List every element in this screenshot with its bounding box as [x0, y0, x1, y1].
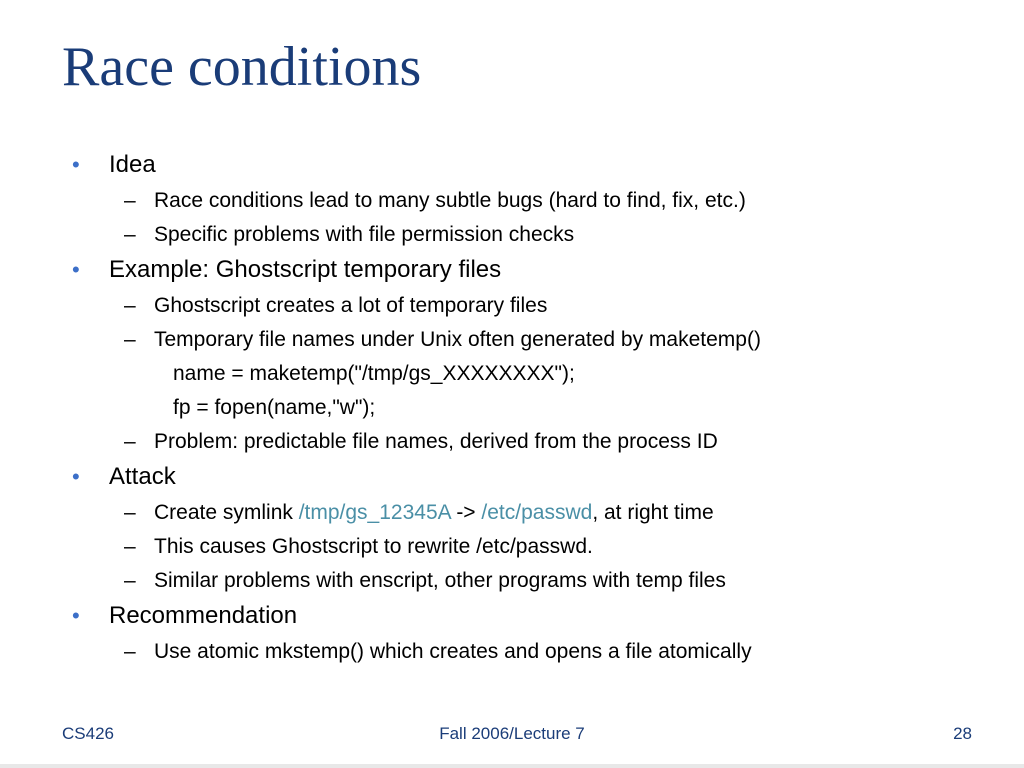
- dash-marker: –: [124, 569, 136, 592]
- tmp-file-link[interactable]: /tmp/gs_12345A: [298, 501, 451, 524]
- bullet-marker: •: [72, 152, 80, 177]
- bullet-attack: Attack: [109, 463, 176, 490]
- dash-marker: –: [124, 223, 136, 246]
- sub-bullet: Temporary file names under Unix often generated by maketemp(): [154, 328, 761, 351]
- sub-bullet: Specific problems with file permission checks: [154, 223, 575, 246]
- bullet-marker: •: [72, 603, 80, 628]
- dash-marker: –: [124, 430, 136, 453]
- dash-marker: –: [124, 640, 136, 663]
- dash-marker: –: [124, 328, 136, 351]
- bullet-example: Example: Ghostscript temporary files: [109, 256, 502, 283]
- footer-course: CS426: [62, 724, 114, 743]
- sub-bullet-symlink: [154, 500, 714, 526]
- symlink-arrow: ->: [450, 501, 482, 524]
- sub-bullet: This causes Ghostscript to rewrite /etc/passwd.: [154, 535, 593, 558]
- bottom-divider: [0, 764, 1024, 768]
- dash-marker: –: [124, 189, 136, 212]
- bullet-idea: Idea: [109, 151, 156, 178]
- footer-page-number: 28: [953, 724, 972, 743]
- sub-bullet: Use atomic mkstemp() which creates and opens a file atomically: [154, 640, 752, 663]
- symlink-suffix: , at right time: [592, 501, 714, 524]
- bullet-marker: •: [72, 464, 80, 489]
- code-line: name = maketemp("/tmp/gs_XXXXXXXX");: [173, 362, 575, 385]
- sub-bullet: Similar problems with enscript, other programs with temp files: [154, 569, 726, 592]
- sub-bullet: Problem: predictable file names, derived from the process ID: [154, 430, 718, 453]
- bullet-marker: •: [72, 257, 80, 282]
- dash-marker: –: [124, 535, 136, 558]
- symlink-prefix: Create symlink: [154, 501, 299, 524]
- dash-marker: –: [124, 294, 136, 317]
- dash-marker: –: [124, 501, 136, 524]
- footer-lecture: Fall 2006/Lecture 7: [439, 724, 585, 743]
- slide-title: Race conditions: [62, 36, 422, 98]
- etc-passwd-link[interactable]: /etc/passwd: [481, 501, 593, 524]
- sub-bullet: Race conditions lead to many subtle bugs (hard to find, fix, etc.): [154, 189, 746, 212]
- sub-bullet: Ghostscript creates a lot of temporary files: [154, 294, 548, 317]
- bullet-recommendation: Recommendation: [109, 602, 298, 629]
- code-line: fp = fopen(name,"w");: [173, 396, 376, 419]
